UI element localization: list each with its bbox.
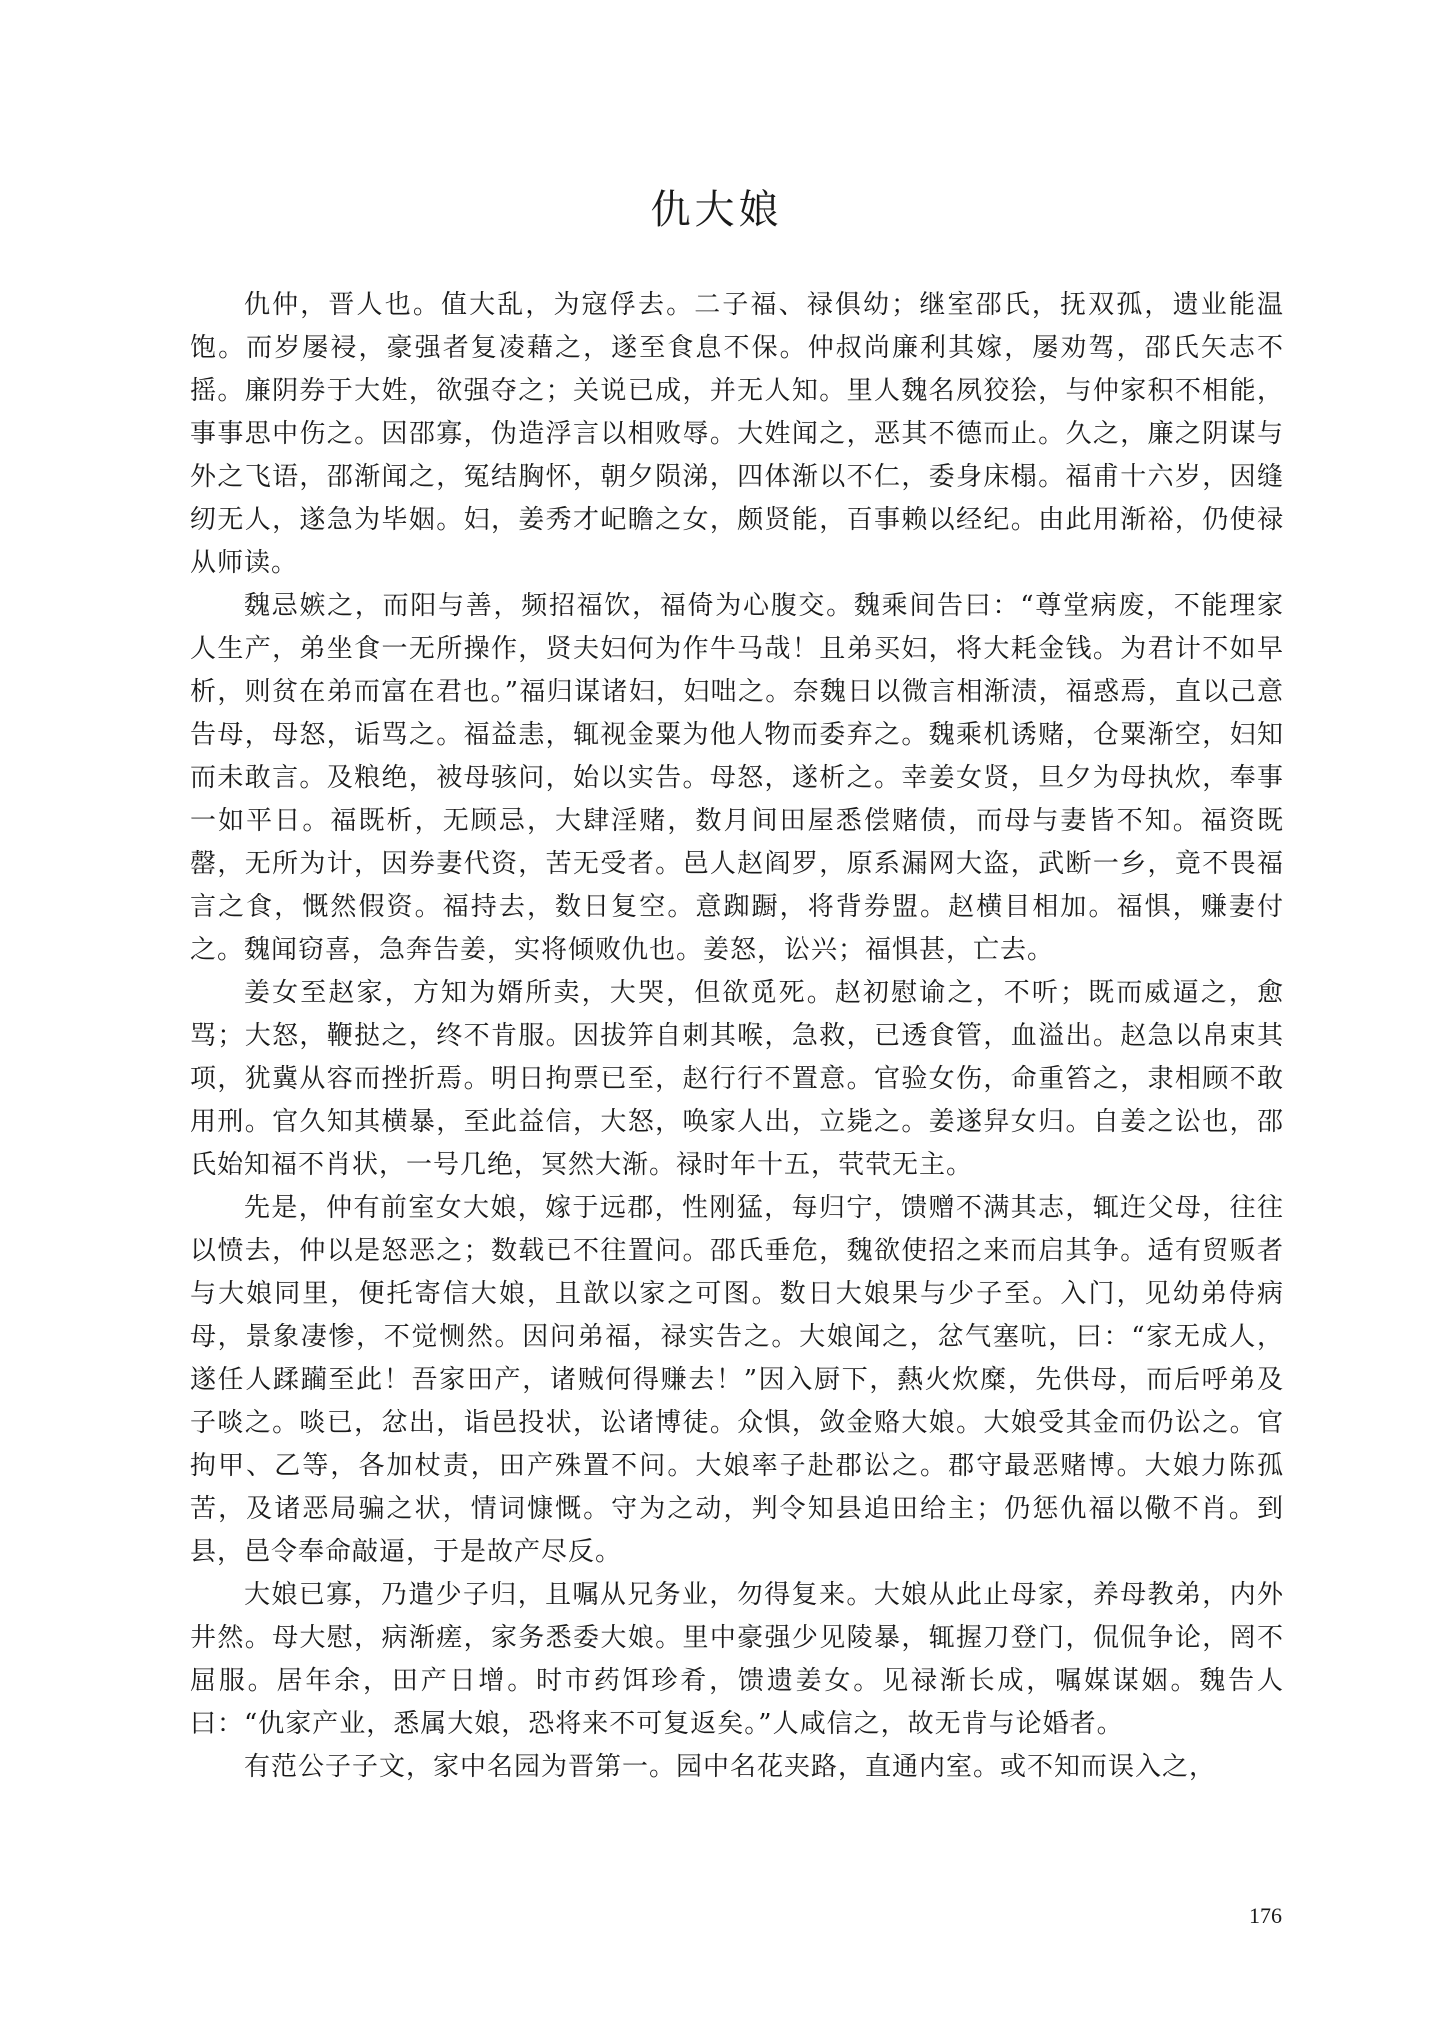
paragraph-1: 仇仲，晋人也。值大乱，为寇俘去。二子福、禄俱幼；继室邵氏，抚双孤，遗业能温饱。而岁屡祲，豪强者复凌藉之，遂至食息不保。仲叔尚廉利其嫁，屡劝驾，邵氏矢志不摇。廉阴券于大姓，欲强夺之；关说已成，并无人知。里人魏名夙狡狯，与仲家积不相能，事事思中伤之。因邵寡，伪造浮言以相败辱。大姓闻之，恶其不德而止。久之，廉之阴谋与外之飞语，邵渐闻之，冤结胸怀，朝夕陨涕，四体渐以不仁，委身床榻。福甫十六岁，因缝纫无人，遂急为毕姻。妇，姜秀才屺瞻之女，颇贤能，百事赖以经纪。由此用渐裕，仍使禄从师读。 xyxy=(190,290,1284,578)
paragraph-4: 先是，仲有前室女大娘，嫁于远郡，性刚猛，每归宁，馈赠不满其志，辄迕父母，往往以愤去，仲以是怒恶之；数载已不往置问。邵氏垂危，魏欲使招之来而启其争。适有贸贩者与大娘同里，便托寄信大娘，且歆以家之可图。数日大娘果与少子至。入门，见幼弟侍病母，景象凄惨，不觉恻然。因问弟福，禄实告之。大娘闻之，忿气塞吭，曰：“家无成人，遂任人蹂躏至此！吾家田产，诸贼何得赚去！”因入厨下，爇火炊糜，先供母，而后呼弟及子啖之。啖已，忿出，诣邑投状，讼诸博徒。众惧，敛金赂大娘。大娘受其金而仍讼之。官拘甲、乙等，各加杖责，田产殊置不问。大娘率子赴郡讼之。郡守最恶赌博。大娘力陈孤苦，及诸恶局骗之状，情词慷慨。守为之动，判令知县追田给主；仍惩仇福以儆不肖。到县，邑令奉命敲逼，于是故产尽反。 xyxy=(190,1193,1284,1567)
page-title: 仇大娘 xyxy=(650,187,783,233)
paragraph-5: 大娘已寡，乃遣少子归，且嘱从兄务业，勿得复来。大娘从此止母家，养母教弟，内外井然。母大慰，病渐瘥，家务悉委大娘。里中豪强少见陵暴，辄握刀登门，侃侃争论，罔不屈服。居年余，田产日增。时市药饵珍肴，馈遗姜女。见禄渐长成，嘱媒谋姻。魏告人曰：“仇家产业，悉属大娘，恐将来不可复返矣。”人咸信之，故无肯与论婚者。 xyxy=(190,1580,1284,1739)
body-text xyxy=(190,284,1284,1789)
paragraph-3: 姜女至赵家，方知为婿所卖，大哭，但欲觅死。赵初慰谕之，不听；既而威逼之，愈骂；大怒，鞭挞之，终不肯服。因拔笄自刺其喉，急救，已透食管，血溢出。赵急以帛束其项，犹冀从容而挫折焉。明日拘票已至，赵行行不置意。官验女伤，命重笞之，隶相顾不敢用刑。官久知其横暴，至此益信，大怒，唤家人出，立毙之。姜遂舁女归。自姜之讼也，邵氏始知福不肖状，一号几绝，冥然大渐。禄时年十五，茕茕无主。 xyxy=(190,978,1284,1180)
page-number: 176 xyxy=(1249,1903,1282,1928)
paragraph-6: 有范公子子文，家中名园为晋第一。园中名花夹路，直通内室。或不知而误入之， xyxy=(244,1752,1217,1782)
paragraph-2: 魏忌嫉之，而阳与善，频招福饮，福倚为心腹交。魏乘间告曰：“尊堂病废，不能理家人生产，弟坐食一无所操作，贤夫妇何为作牛马哉！且弟买妇，将大耗金钱。为君计不如早析，则贫在弟而富在君也。”福归谋诸妇，妇咄之。奈魏日以微言相渐渍，福惑焉，直以己意告母，母怒，诟骂之。福益恚，辄视金粟为他人物而委弃之。魏乘机诱赌，仓粟渐空，妇知而未敢言。及粮绝，被母骇问，始以实告。母怒，遂析之。幸姜女贤，旦夕为母执炊，奉事一如平日。福既析，无顾忌，大肆淫赌，数月间田屋悉偿赌债，而母与妻皆不知。福资既罄，无所为计，因券妻代资，苦无受者。邑人赵阎罗，原系漏网大盗，武断一乡，竟不畏福言之食，慨然假资。福持去，数日复空。意踟蹰，将背券盟。赵横目相加。福惧，赚妻付之。魏闻窃喜，急奔告姜，实将倾败仇也。姜怒，讼兴；福惧甚，亡去。 xyxy=(190,591,1284,965)
